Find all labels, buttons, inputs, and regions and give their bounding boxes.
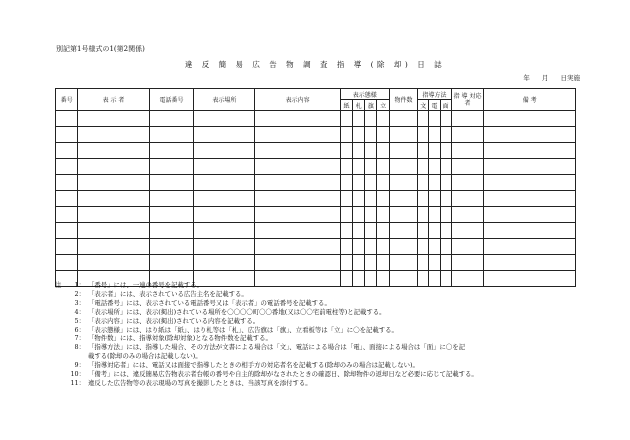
table-cell[interactable] — [255, 159, 340, 175]
header-guided-person: 指 導 対応者 — [451, 89, 484, 111]
table-cell[interactable] — [377, 159, 389, 175]
header-number: 番号 — [56, 89, 78, 111]
table-cell[interactable] — [56, 191, 78, 207]
table-cell[interactable] — [340, 127, 352, 143]
table-cell[interactable] — [149, 159, 194, 175]
table-cell[interactable] — [389, 255, 417, 271]
table-cell[interactable] — [484, 255, 576, 271]
table-cell[interactable] — [78, 255, 149, 271]
note-text: 「表示内容」には、表示(掲出)されている内容を記載する。 — [88, 316, 260, 325]
table-cell[interactable] — [418, 255, 429, 271]
note-item — [55, 379, 600, 388]
table-cell[interactable] — [389, 143, 417, 159]
table-cell[interactable] — [365, 191, 377, 207]
table-cell[interactable] — [353, 239, 365, 255]
header-remarks: 備 考 — [484, 89, 576, 111]
note-text: 「表示者」には、表示されている広告主名を記載する。 — [88, 289, 248, 298]
note-number: 6： — [74, 325, 85, 334]
table-row — [56, 223, 576, 239]
table-cell[interactable] — [353, 111, 365, 127]
table-cell[interactable] — [440, 143, 451, 159]
table-row — [56, 255, 576, 271]
table-cell[interactable] — [194, 175, 255, 191]
table-cell[interactable] — [451, 239, 484, 255]
table-cell[interactable] — [451, 255, 484, 271]
form-caption: 別記第1号様式の1(第2関係) — [56, 45, 145, 53]
table-cell[interactable] — [389, 239, 417, 255]
header-form-tag: 札 — [353, 100, 365, 111]
table-cell[interactable] — [149, 191, 194, 207]
table-cell[interactable] — [365, 255, 377, 271]
table-cell[interactable] — [56, 223, 78, 239]
table-cell[interactable] — [149, 255, 194, 271]
table-cell[interactable] — [389, 223, 417, 239]
note-number: 1： — [74, 281, 85, 289]
date-line: 年 月 日実施 — [523, 74, 580, 82]
table-cell[interactable] — [365, 175, 377, 191]
table-cell[interactable] — [377, 111, 389, 127]
note-item — [55, 308, 600, 317]
header-guidance-method: 指導方法 — [418, 89, 452, 100]
note-number: 10： — [70, 370, 85, 379]
table-cell[interactable] — [440, 255, 451, 271]
note-text: 「物件数」には、指導対象(除却対象)となる物件数を記載する。 — [88, 334, 272, 343]
table-row — [56, 191, 576, 207]
table-cell[interactable] — [353, 223, 365, 239]
table-cell[interactable] — [255, 143, 340, 159]
table-cell[interactable] — [194, 127, 255, 143]
table-cell[interactable] — [194, 143, 255, 159]
table-cell[interactable] — [377, 239, 389, 255]
table-cell[interactable] — [149, 223, 194, 239]
table-cell[interactable] — [429, 207, 440, 223]
table-cell[interactable] — [418, 207, 429, 223]
table-cell[interactable] — [451, 175, 484, 191]
notes-section — [55, 281, 600, 388]
table-cell[interactable] — [56, 239, 78, 255]
table-cell[interactable] — [194, 223, 255, 239]
table-cell[interactable] — [255, 239, 340, 255]
table-cell[interactable] — [429, 111, 440, 127]
table-cell[interactable] — [56, 159, 78, 175]
table-cell[interactable] — [484, 223, 576, 239]
note-number: 2： — [74, 289, 85, 298]
table-cell[interactable] — [365, 207, 377, 223]
table-row — [56, 111, 576, 127]
table-cell[interactable] — [377, 127, 389, 143]
table-cell[interactable] — [389, 127, 417, 143]
table-cell[interactable] — [78, 127, 149, 143]
table-cell[interactable] — [451, 127, 484, 143]
note-number: 4： — [74, 307, 85, 316]
table-cell[interactable] — [440, 223, 451, 239]
table-cell[interactable] — [78, 175, 149, 191]
table-row — [56, 207, 576, 223]
table-cell[interactable] — [484, 143, 576, 159]
table-cell[interactable] — [429, 223, 440, 239]
table-cell[interactable] — [365, 159, 377, 175]
note-number: 5： — [74, 316, 85, 325]
table-cell[interactable] — [353, 191, 365, 207]
table-cell[interactable] — [194, 255, 255, 271]
table-cell[interactable] — [365, 223, 377, 239]
table-cell[interactable] — [78, 159, 149, 175]
table-cell[interactable] — [429, 143, 440, 159]
note-text: 違反した広告物等の表示現場の写真を撮影したときは、当該写真を添付する。 — [88, 378, 312, 387]
table-cell[interactable] — [484, 207, 576, 223]
table-cell[interactable] — [353, 159, 365, 175]
table-cell[interactable] — [340, 223, 352, 239]
table-row — [56, 143, 576, 159]
table-cell[interactable] — [440, 239, 451, 255]
table-cell[interactable] — [377, 223, 389, 239]
table-cell[interactable] — [255, 175, 340, 191]
note-text: 「備考」には、違反簡易広告物表示者台帳の番号や自主的除却がなされたときの確認日、除却物件の返却日など必要に応じて記載する。 — [88, 370, 478, 379]
table-cell[interactable] — [353, 255, 365, 271]
table-row — [56, 175, 576, 191]
table-cell[interactable] — [429, 159, 440, 175]
note-text: 「電話番号」には、表示されている電話番号又は「表示者」の電話番号を記載する。 — [88, 298, 331, 307]
note-text: 「番号」には、一連の番号を記載する。 — [88, 281, 204, 289]
table-cell[interactable] — [194, 159, 255, 175]
note-item — [55, 343, 600, 352]
table-cell[interactable] — [353, 127, 365, 143]
table-cell[interactable] — [484, 191, 576, 207]
header-method-document: 文 — [418, 100, 429, 111]
table-cell[interactable] — [418, 223, 429, 239]
table-cell[interactable] — [78, 239, 149, 255]
table-cell[interactable] — [429, 255, 440, 271]
table-cell[interactable] — [484, 239, 576, 255]
table-cell[interactable] — [440, 127, 451, 143]
table-cell[interactable] — [451, 159, 484, 175]
table-cell[interactable] — [440, 207, 451, 223]
table-cell[interactable] — [255, 191, 340, 207]
table-cell[interactable] — [377, 175, 389, 191]
table-cell[interactable] — [429, 191, 440, 207]
header-display-form: 表示態様 — [340, 89, 389, 100]
table-cell[interactable] — [194, 191, 255, 207]
table-cell[interactable] — [418, 127, 429, 143]
table-cell[interactable] — [365, 239, 377, 255]
table-cell[interactable] — [149, 127, 194, 143]
table-cell[interactable] — [484, 159, 576, 175]
table-cell[interactable] — [440, 111, 451, 127]
document-title: 違 反 簡 易 広 告 物 調 査 指 導 (除 却) 日 誌 — [184, 60, 446, 69]
table-cell[interactable] — [389, 111, 417, 127]
table-cell[interactable] — [149, 239, 194, 255]
table-cell[interactable] — [255, 207, 340, 223]
table-cell[interactable] — [255, 255, 340, 271]
note-text: 「表示態様」には、はり紙は「紙」、はり札等は「札」、広告旗は「旗」、立看板等は「立」に〇を記載する。 — [88, 325, 398, 334]
table-cell[interactable] — [389, 159, 417, 175]
note-text: 「指導対応者」には、電話又は面接で指導したときの相手方の対応者名を記載する(除却のみの場合は記載しない)。 — [88, 361, 419, 370]
table-cell[interactable] — [56, 207, 78, 223]
table-cell[interactable] — [340, 175, 352, 191]
header-method-phone: 電 — [429, 100, 440, 111]
header-content: 表示内容 — [255, 89, 340, 111]
note-item — [55, 299, 600, 308]
notes-heading: 注 — [55, 281, 62, 289]
table-cell[interactable] — [451, 223, 484, 239]
table-cell[interactable] — [149, 143, 194, 159]
table-cell[interactable] — [429, 175, 440, 191]
note-item — [55, 281, 600, 290]
note-number: 9： — [74, 361, 85, 370]
table-cell[interactable] — [365, 111, 377, 127]
table-cell[interactable] — [340, 191, 352, 207]
table-cell[interactable] — [255, 111, 340, 127]
table-cell[interactable] — [484, 175, 576, 191]
table-cell[interactable] — [389, 175, 417, 191]
table-cell[interactable] — [353, 175, 365, 191]
table-cell[interactable] — [340, 239, 352, 255]
header-form-flag: 旗 — [365, 100, 377, 111]
table-cell[interactable] — [194, 239, 255, 255]
note-text: 「表示場所」には、表示(掲出)されている場所を〇〇〇〇町〇〇番地(又は〇〇宅前電柱等)と記載する。 — [88, 307, 386, 316]
table-cell[interactable] — [418, 175, 429, 191]
table-cell[interactable] — [353, 207, 365, 223]
note-text: 「指導方法」には、指導した場合、その方法が文書による場合は「文」、電話による場合は「電」、面接による場合は「面」に〇を記 — [88, 343, 466, 352]
table-cell[interactable] — [340, 143, 352, 159]
table-cell[interactable] — [56, 143, 78, 159]
table-cell[interactable] — [451, 111, 484, 127]
header-phone: 電話番号 — [149, 89, 194, 111]
table-cell[interactable] — [418, 239, 429, 255]
table-cell[interactable] — [429, 239, 440, 255]
table-cell[interactable] — [451, 191, 484, 207]
table-cell[interactable] — [451, 207, 484, 223]
note-continuation: 載する(除却のみの場合は記載しない)。 — [88, 352, 202, 361]
table-cell[interactable] — [78, 111, 149, 127]
table-cell[interactable] — [484, 127, 576, 143]
table-cell[interactable] — [340, 111, 352, 127]
header-method-interview: 面 — [440, 100, 451, 111]
table-cell[interactable] — [418, 159, 429, 175]
table-cell[interactable] — [194, 111, 255, 127]
table-cell[interactable] — [377, 191, 389, 207]
table-cell[interactable] — [56, 111, 78, 127]
table-cell[interactable] — [340, 255, 352, 271]
table-cell[interactable] — [56, 127, 78, 143]
table-cell[interactable] — [149, 207, 194, 223]
table-cell[interactable] — [340, 159, 352, 175]
table-cell[interactable] — [255, 127, 340, 143]
header-form-standing: 立 — [377, 100, 389, 111]
table-cell[interactable] — [78, 191, 149, 207]
table-cell[interactable] — [255, 223, 340, 239]
note-number: 3： — [74, 298, 85, 307]
table-cell[interactable] — [484, 111, 576, 127]
table-row — [56, 159, 576, 175]
table-cell[interactable] — [389, 191, 417, 207]
table-cell[interactable] — [429, 127, 440, 143]
note-item — [55, 290, 600, 299]
note-item — [55, 361, 600, 370]
table-cell[interactable] — [440, 159, 451, 175]
table-cell[interactable] — [78, 207, 149, 223]
table-cell[interactable] — [451, 143, 484, 159]
table-cell[interactable] — [377, 255, 389, 271]
note-item — [55, 317, 600, 326]
note-number: 8： — [74, 343, 85, 352]
note-item — [55, 334, 600, 343]
table-row — [56, 127, 576, 143]
table-cell[interactable] — [78, 223, 149, 239]
table-cell[interactable] — [440, 191, 451, 207]
note-item — [55, 370, 600, 379]
log-table — [55, 88, 576, 287]
table-cell[interactable] — [78, 143, 149, 159]
table-cell[interactable] — [149, 111, 194, 127]
header-displayer: 表 示 者 — [78, 89, 149, 111]
table-cell[interactable] — [440, 175, 451, 191]
table-cell[interactable] — [194, 207, 255, 223]
table-cell[interactable] — [365, 127, 377, 143]
table-cell[interactable] — [340, 207, 352, 223]
table-cell[interactable] — [377, 143, 389, 159]
table-cell[interactable] — [418, 191, 429, 207]
table-cell[interactable] — [377, 207, 389, 223]
table-cell[interactable] — [418, 143, 429, 159]
header-form-paper: 紙 — [340, 100, 352, 111]
table-cell[interactable] — [365, 143, 377, 159]
table-cell[interactable] — [149, 175, 194, 191]
note-number: 11： — [70, 378, 85, 387]
table-cell[interactable] — [353, 143, 365, 159]
table-cell[interactable] — [56, 255, 78, 271]
header-object-count: 物件数 — [389, 89, 417, 111]
table-cell[interactable] — [418, 111, 429, 127]
table-row — [56, 239, 576, 255]
table-cell[interactable] — [56, 175, 78, 191]
note-number: 7： — [74, 334, 85, 343]
table-cell[interactable] — [389, 207, 417, 223]
header-location: 表示場所 — [194, 89, 255, 111]
